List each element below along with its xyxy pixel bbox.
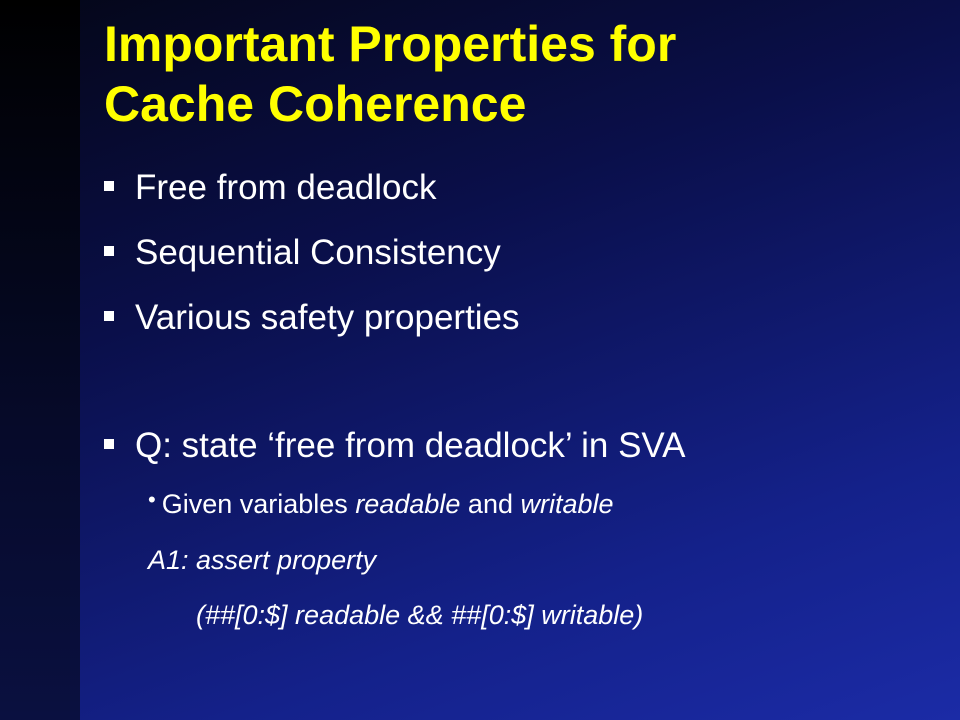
bullet-item	[104, 298, 520, 338]
sub-bullet-given: Given variables	[161, 489, 348, 519]
square-bullet-icon	[104, 181, 114, 191]
round-bullet-icon: •	[148, 487, 156, 512]
bullet-text: Various safety properties	[135, 298, 520, 337]
sub-bullet-and: and	[467, 489, 513, 519]
title-line-1: Important Properties for	[104, 16, 677, 72]
bullet-text: Sequential Consistency	[135, 233, 501, 272]
left-decorative-band	[0, 0, 80, 720]
code-line-property: (##[0:$] readable && ##[0:$] writable)	[196, 600, 644, 630]
variable-writable: writable	[520, 489, 614, 519]
variable-readable: readable	[355, 489, 461, 519]
sub-bullet	[148, 487, 614, 523]
square-bullet-icon	[104, 311, 114, 321]
title-line-2: Cache Coherence	[104, 76, 527, 132]
bullet-item	[104, 168, 437, 208]
code-line-assert: A1: assert property	[148, 545, 377, 575]
bullet-text: Free from deadlock	[135, 168, 437, 207]
square-bullet-icon	[104, 439, 114, 449]
bullet-item	[104, 233, 501, 273]
bullet-item	[104, 426, 686, 466]
slide-title	[104, 14, 944, 134]
square-bullet-icon	[104, 246, 114, 256]
bullet-text: Q: state ‘free from deadlock’ in SVA	[135, 426, 686, 465]
